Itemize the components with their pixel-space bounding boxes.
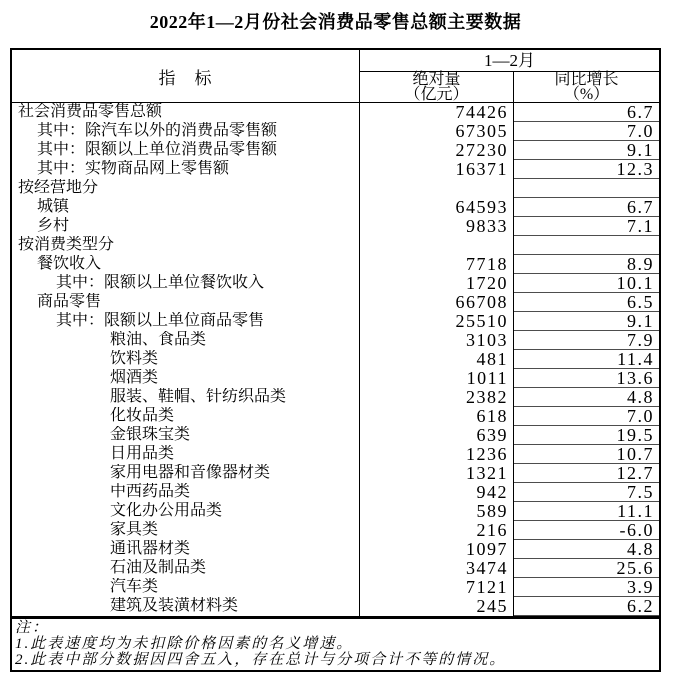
growth-value: 6.7 <box>514 198 659 217</box>
indicator-label: 其中：限额以上单位消费品零售额 <box>12 141 360 160</box>
header-absolute-column <box>360 72 514 102</box>
table-row <box>12 521 659 540</box>
stat-table <box>10 48 661 672</box>
absolute-value: 639 <box>360 426 514 445</box>
indicator-label: 文化办公用品类 <box>12 502 360 521</box>
growth-value: 7.9 <box>514 331 659 350</box>
table-row <box>12 578 659 597</box>
growth-value: 9.1 <box>514 312 659 331</box>
table-header <box>12 50 659 103</box>
absolute-value: 942 <box>360 483 514 502</box>
indicator-label: 城镇 <box>12 198 360 217</box>
indicator-label: 餐饮收入 <box>12 255 360 274</box>
absolute-value <box>360 236 514 255</box>
indicator-label: 中西药品类 <box>12 483 360 502</box>
growth-value: 11.1 <box>514 502 659 521</box>
indicator-label: 按消费类型分 <box>12 236 360 255</box>
absolute-value: 1011 <box>360 369 514 388</box>
absolute-value: 66708 <box>360 293 514 312</box>
absolute-value: 3103 <box>360 331 514 350</box>
growth-value <box>514 236 659 255</box>
indicator-label: 商品零售 <box>12 293 360 312</box>
absolute-value: 245 <box>360 597 514 616</box>
table-row <box>12 426 659 445</box>
absolute-value: 7718 <box>360 255 514 274</box>
header-growth-column <box>514 72 659 102</box>
table-row <box>12 464 659 483</box>
indicator-label: 建筑及装潢材料类 <box>12 597 360 616</box>
header-absolute-line2: （亿元） <box>404 86 469 103</box>
absolute-value: 481 <box>360 350 514 369</box>
growth-value <box>514 179 659 198</box>
note-line-2: 2.此表中部分数据因四舍五入，存在总计与分项合计不等的情况。 <box>15 652 507 668</box>
growth-value: 7.0 <box>514 122 659 141</box>
growth-value: 19.5 <box>514 426 659 445</box>
growth-value: 13.6 <box>514 369 659 388</box>
table-row <box>12 122 659 141</box>
indicator-label: 粮油、食品类 <box>12 331 360 350</box>
absolute-value: 25510 <box>360 312 514 331</box>
indicator-label: 烟酒类 <box>12 369 360 388</box>
absolute-value: 27230 <box>360 141 514 160</box>
absolute-value <box>360 179 514 198</box>
absolute-value: 7121 <box>360 578 514 597</box>
absolute-value: 1236 <box>360 445 514 464</box>
indicator-label: 通讯器材类 <box>12 540 360 559</box>
table-row <box>12 274 659 293</box>
growth-value: 6.7 <box>514 103 659 122</box>
indicator-label: 石油及制品类 <box>12 559 360 578</box>
growth-value: 6.5 <box>514 293 659 312</box>
indicator-label: 汽车类 <box>12 578 360 597</box>
growth-value: 7.1 <box>514 217 659 236</box>
header-subcolumns <box>360 72 659 102</box>
note-heading: 注： <box>15 620 50 636</box>
note-line-1: 1.此表速度均为未扣除价格因素的名义增速。 <box>15 636 354 652</box>
header-growth-line2: （%） <box>563 86 610 103</box>
table-row <box>12 179 659 198</box>
growth-value: 10.7 <box>514 445 659 464</box>
growth-value: 9.1 <box>514 141 659 160</box>
table-row <box>12 483 659 502</box>
table-row <box>12 198 659 217</box>
indicator-label: 日用品类 <box>12 445 360 464</box>
growth-value: 4.8 <box>514 388 659 407</box>
table-notes <box>12 616 659 670</box>
absolute-value: 1720 <box>360 274 514 293</box>
header-growth-line1: 同比增长 <box>554 71 619 88</box>
indicator-label: 饮料类 <box>12 350 360 369</box>
indicator-label: 社会消费品零售总额 <box>12 103 360 122</box>
indicator-label: 其中：除汽车以外的消费品零售额 <box>12 122 360 141</box>
growth-value: 6.2 <box>514 597 659 616</box>
table-row <box>12 331 659 350</box>
growth-value: 12.7 <box>514 464 659 483</box>
table-row <box>12 350 659 369</box>
indicator-label: 其中：实物商品网上零售额 <box>12 160 360 179</box>
table-row <box>12 369 659 388</box>
absolute-value: 64593 <box>360 198 514 217</box>
absolute-value: 16371 <box>360 160 514 179</box>
growth-value: 3.9 <box>514 578 659 597</box>
header-absolute-line1: 绝对量 <box>412 71 461 88</box>
absolute-value: 2382 <box>360 388 514 407</box>
growth-value: 10.1 <box>514 274 659 293</box>
growth-value: -6.0 <box>514 521 659 540</box>
table-row <box>12 293 659 312</box>
absolute-value: 618 <box>360 407 514 426</box>
indicator-label: 乡村 <box>12 217 360 236</box>
table-row <box>12 103 659 122</box>
page-title: 2022年1—2月份社会消费品零售总额主要数据 <box>149 12 522 32</box>
growth-value: 8.9 <box>514 255 659 274</box>
absolute-value: 67305 <box>360 122 514 141</box>
table-body <box>12 103 659 616</box>
growth-value: 7.5 <box>514 483 659 502</box>
table-row <box>12 540 659 559</box>
absolute-value: 74426 <box>360 103 514 122</box>
table-row <box>12 312 659 331</box>
absolute-value: 216 <box>360 521 514 540</box>
absolute-value: 3474 <box>360 559 514 578</box>
table-row <box>12 236 659 255</box>
table-row <box>12 445 659 464</box>
table-row <box>12 141 659 160</box>
growth-value: 7.0 <box>514 407 659 426</box>
growth-value: 11.4 <box>514 350 659 369</box>
table-row <box>12 407 659 426</box>
indicator-label: 其中：限额以上单位商品零售 <box>12 312 360 331</box>
absolute-value: 9833 <box>360 217 514 236</box>
header-period-group <box>360 50 659 102</box>
indicator-label: 其中：限额以上单位餐饮收入 <box>12 274 360 293</box>
table-row <box>12 559 659 578</box>
indicator-label: 化妆品类 <box>12 407 360 426</box>
table-row <box>12 502 659 521</box>
indicator-label: 家具类 <box>12 521 360 540</box>
table-row <box>12 217 659 236</box>
table-row <box>12 388 659 407</box>
absolute-value: 1097 <box>360 540 514 559</box>
header-indicator: 指 标 <box>12 50 360 102</box>
growth-value: 4.8 <box>514 540 659 559</box>
indicator-label: 服装、鞋帽、针纺织品类 <box>12 388 360 407</box>
table-row <box>12 597 659 616</box>
indicator-label: 家用电器和音像器材类 <box>12 464 360 483</box>
indicator-label: 金银珠宝类 <box>12 426 360 445</box>
indicator-label: 按经营地分 <box>12 179 360 198</box>
growth-value: 12.3 <box>514 160 659 179</box>
absolute-value: 589 <box>360 502 514 521</box>
header-period: 1—2月 <box>360 50 659 72</box>
absolute-value: 1321 <box>360 464 514 483</box>
growth-value: 25.6 <box>514 559 659 578</box>
table-row <box>12 255 659 274</box>
table-row <box>12 160 659 179</box>
